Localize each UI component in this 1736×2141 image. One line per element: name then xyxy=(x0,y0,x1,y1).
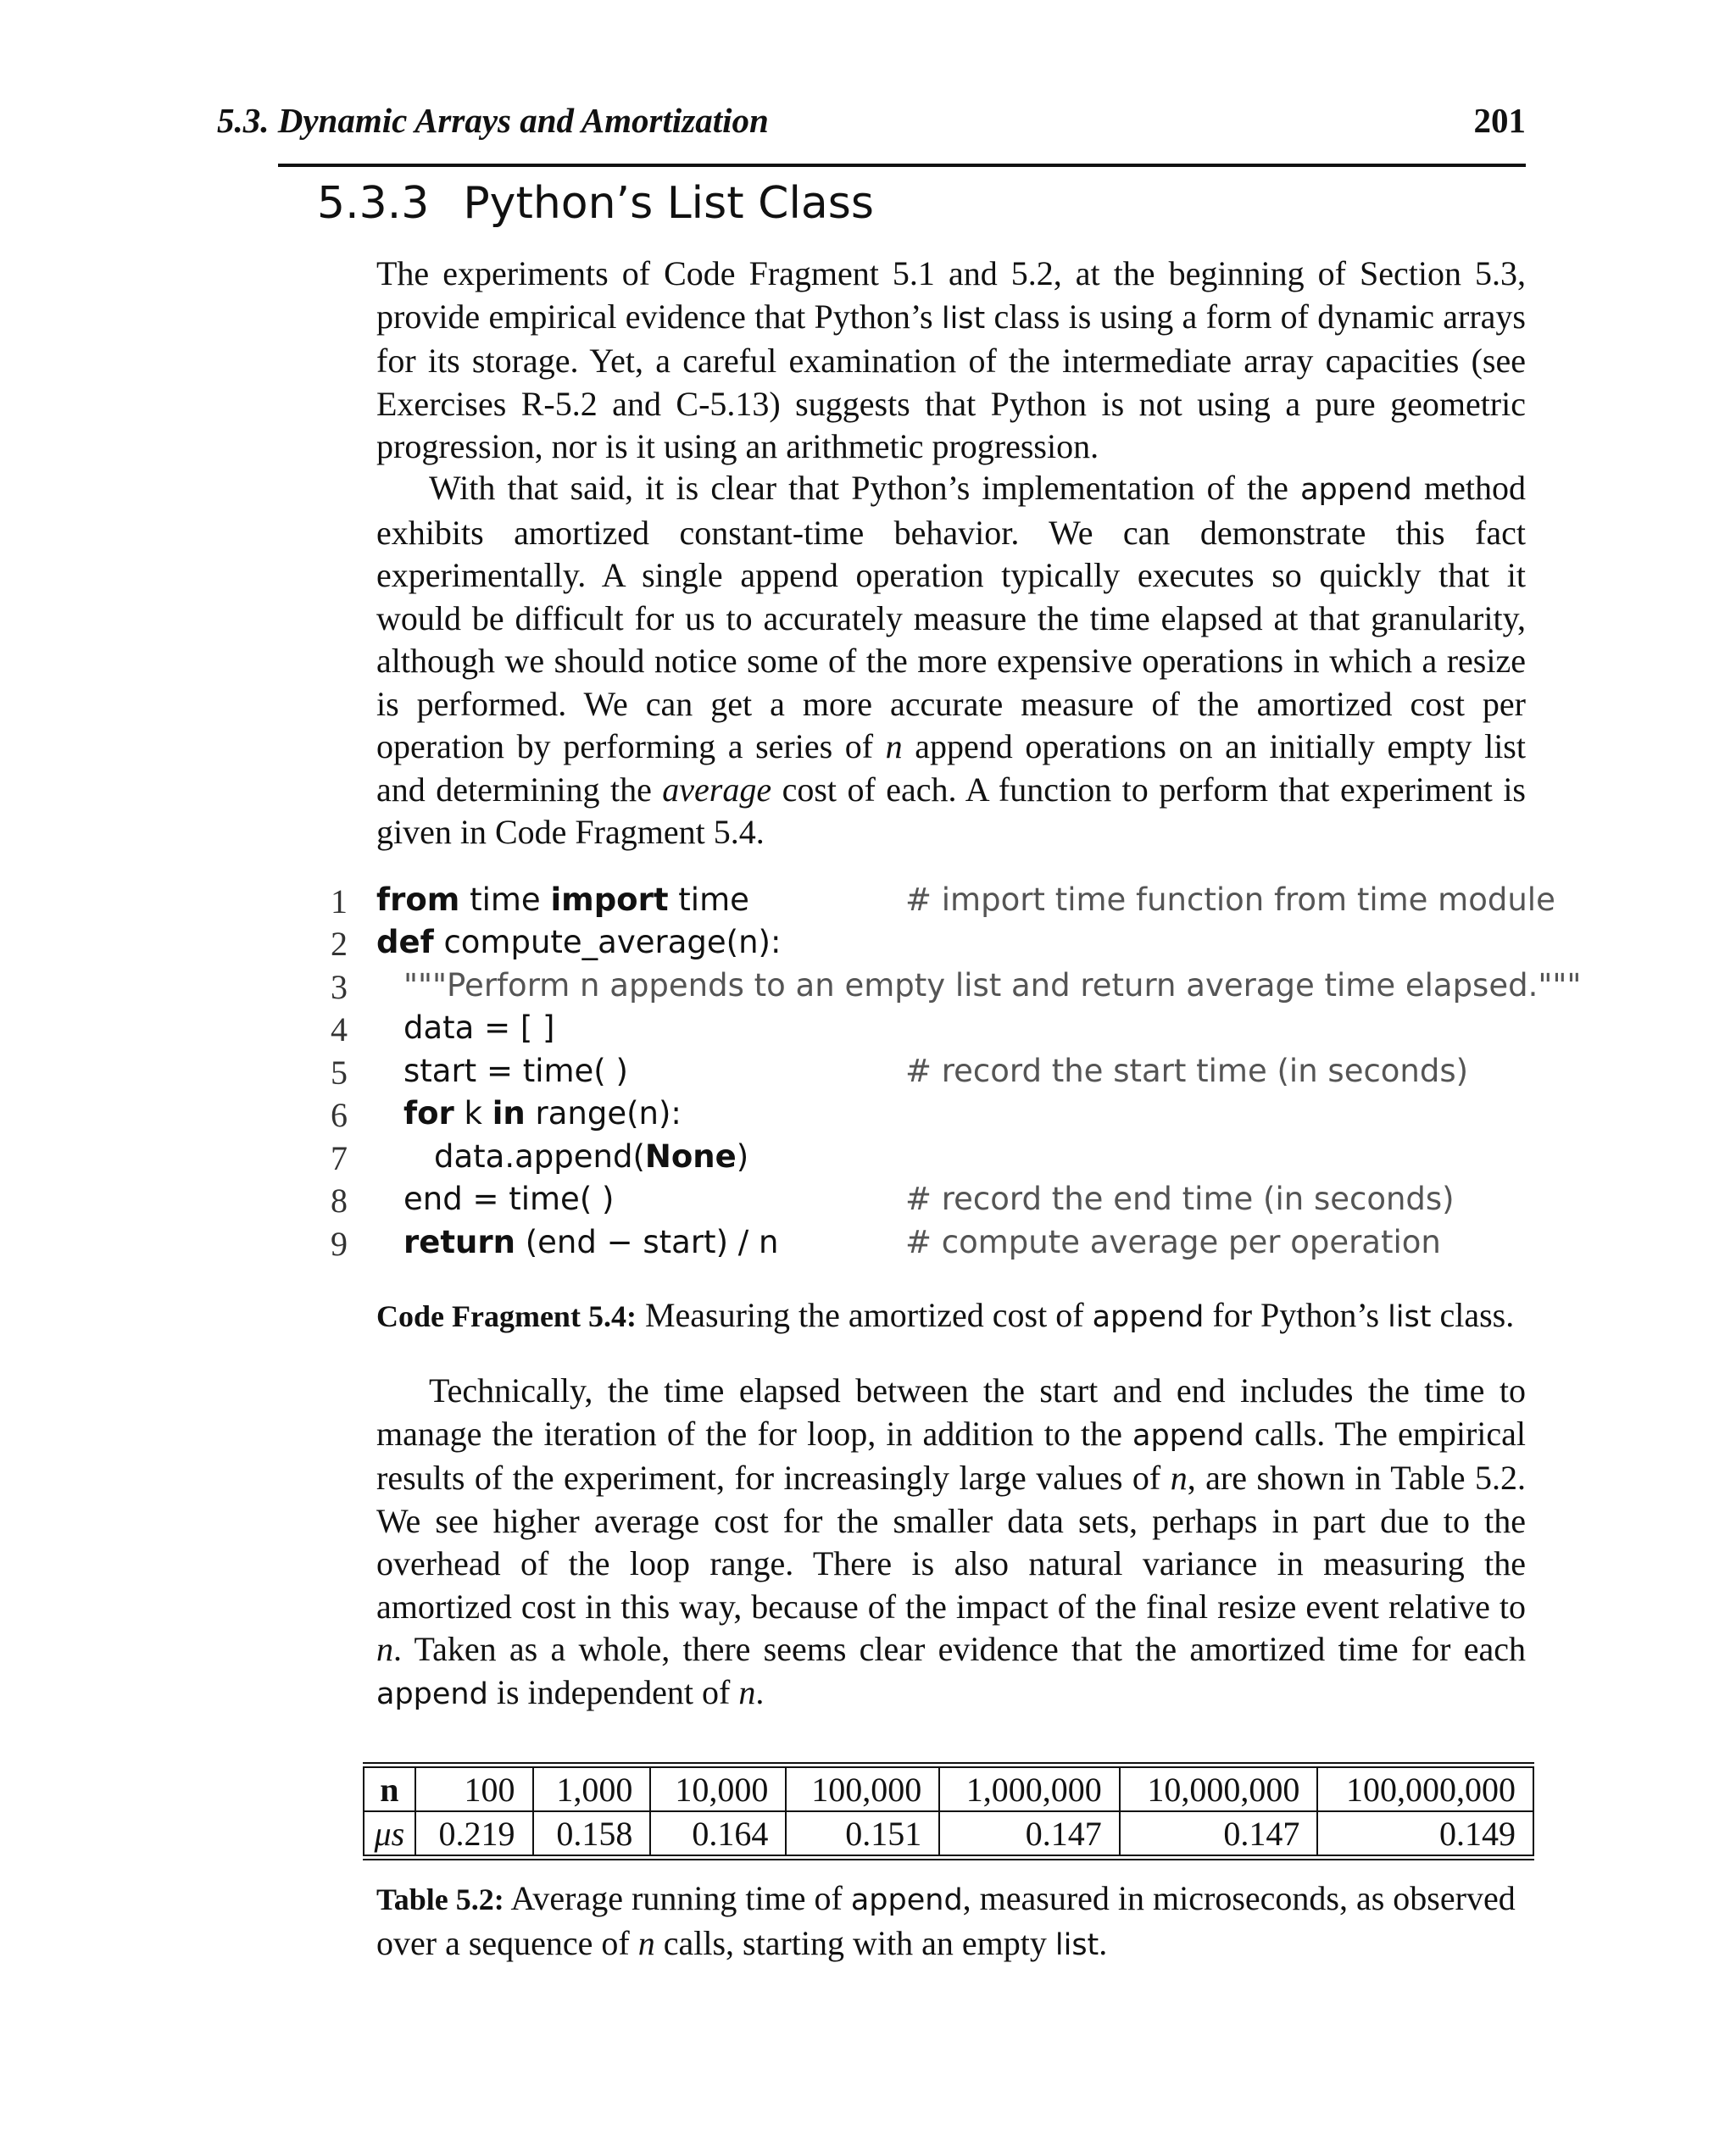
code-line xyxy=(0,967,1736,1009)
keyword: None xyxy=(644,1138,737,1175)
text: , are shown in Table 5.2. We see higher average cost for the smaller data sets, perhaps in part due to the overhead of the loop range. There is also natural variance in measuring the amortized cost in this way, because of the impact of the final resize event relative to xyxy=(376,1459,1526,1626)
inline-code: list xyxy=(941,301,986,336)
line-number: 8 xyxy=(331,1182,348,1220)
table-cell: 100,000,000 xyxy=(1317,1768,1533,1811)
table-cell: 1,000 xyxy=(533,1768,651,1811)
code-text: ) xyxy=(736,1138,749,1175)
inline-code: list xyxy=(1054,1927,1099,1962)
code-text: compute_average(n): xyxy=(433,924,782,960)
table-bottom-rule xyxy=(363,1855,1534,1860)
code-text: end = time( ) xyxy=(403,1181,615,1217)
caption-label: Table 5.2: xyxy=(376,1882,504,1916)
code-line xyxy=(0,1224,1736,1266)
docstring: """Perform n appends to an empty list and return average time elapsed.""" xyxy=(403,967,1582,1004)
table-cell: 0.164 xyxy=(650,1811,786,1855)
code-line xyxy=(0,881,1736,924)
code-fragment xyxy=(0,881,1736,1271)
section-number: 5.3.3 xyxy=(317,178,430,229)
keyword: in xyxy=(492,1095,526,1132)
line-number: 3 xyxy=(331,968,348,1006)
text: . xyxy=(755,1672,765,1711)
results-table xyxy=(363,1762,1534,1860)
code-text: k xyxy=(453,1095,492,1132)
code-comment: # record the start time (in seconds) xyxy=(905,1053,1469,1089)
code-comment: # import time function from time module xyxy=(905,881,1555,918)
text: append operations on an initially empty list and determining the xyxy=(376,727,1526,809)
table-cell: 10,000 xyxy=(650,1768,786,1811)
table-row-n xyxy=(364,1768,1533,1811)
text: calls. The empirical results of the experiment, for increasingly large values of xyxy=(376,1414,1526,1497)
text: cost of each. A function to perform that experiment is given in Code Fragment 5.4. xyxy=(376,770,1527,851)
running-head-title: 5.3. Dynamic Arrays and Amortization xyxy=(217,101,769,140)
table-cell: 0.147 xyxy=(939,1811,1120,1855)
keyword: import xyxy=(550,881,669,918)
caption-label: Code Fragment 5.4: xyxy=(376,1299,637,1333)
section-title: Python’s List Class xyxy=(463,178,874,229)
text: . xyxy=(1099,1923,1108,1962)
table-cell: 100 xyxy=(415,1768,533,1811)
code-text: data = [ ] xyxy=(403,1009,555,1046)
code-comment: # compute average per operation xyxy=(905,1224,1441,1260)
paragraph-3 xyxy=(376,1370,1526,1716)
paragraph-1 xyxy=(376,253,1526,469)
text: The experiments of Code Fragment 5.1 and 5.2, at the beginning of Section 5.3, provide empirical evidence that Python’s xyxy=(376,254,1526,336)
running-head xyxy=(217,100,1526,151)
text: for Python’s xyxy=(1204,1296,1388,1334)
inline-code: append xyxy=(1300,473,1412,507)
math-var: n xyxy=(885,727,903,765)
text: class is using a form of dynamic arrays for its storage. Yet, a careful examination of the intermediate array capacities (see Exercises R-5.2 and C-5.13) suggests that Python is not using a pure geometric progression, nor is it using an arithmetic progression. xyxy=(376,297,1526,465)
code-line xyxy=(0,1053,1736,1095)
text: Measuring the amortized cost of xyxy=(636,1296,1093,1334)
header-rule xyxy=(278,164,1526,167)
inline-code: append xyxy=(376,1677,488,1711)
math-var: n xyxy=(1170,1459,1188,1497)
code-line xyxy=(0,1181,1736,1223)
paragraph-2 xyxy=(376,467,1526,854)
text: calls, starting with an empty xyxy=(654,1923,1055,1962)
line-number: 7 xyxy=(331,1139,348,1177)
math-var: n xyxy=(376,1630,393,1668)
math-var: n xyxy=(738,1672,756,1711)
keyword: from xyxy=(376,881,460,918)
code-text: (end − start) / n xyxy=(515,1224,779,1260)
keyword: return xyxy=(403,1224,515,1260)
line-number: 5 xyxy=(331,1054,348,1092)
text: Average running time of xyxy=(504,1879,851,1917)
table-cell: 0.147 xyxy=(1120,1811,1318,1855)
table-caption xyxy=(376,1877,1526,1966)
table-cell: 0.219 xyxy=(415,1811,533,1855)
code-line xyxy=(0,1009,1736,1052)
code-text: time xyxy=(668,881,749,918)
text: . Taken as a whole, there seems clear evidence that the amortized time for each xyxy=(393,1630,1526,1668)
code-fragment-caption xyxy=(376,1294,1526,1339)
table-cell: 0.149 xyxy=(1317,1811,1533,1855)
line-number: 6 xyxy=(331,1096,348,1134)
table-cell: 10,000,000 xyxy=(1120,1768,1318,1811)
code-comment: # record the end time (in seconds) xyxy=(905,1181,1455,1217)
code-text: data.append( xyxy=(434,1138,645,1175)
inline-code: append xyxy=(850,1883,963,1917)
emphasis: average xyxy=(662,770,772,809)
keyword: def xyxy=(376,924,434,960)
inline-code: append xyxy=(1132,1418,1244,1453)
text: With that said, it is clear that Python’s implementation of the xyxy=(429,469,1301,507)
page-number: 201 xyxy=(1473,101,1526,140)
code-text: range(n): xyxy=(525,1095,682,1132)
line-number: 2 xyxy=(331,925,348,963)
keyword: for xyxy=(403,1095,454,1132)
row-header: μs xyxy=(364,1811,415,1855)
table-cell: 0.151 xyxy=(786,1811,939,1855)
inline-code: append xyxy=(1092,1300,1205,1334)
text: Technically, the time elapsed between the start and end includes the time to manage the iteration of the for loop, in addition to the xyxy=(376,1371,1526,1453)
code-line xyxy=(0,924,1736,966)
code-line xyxy=(0,1138,1736,1181)
code-text: start = time( ) xyxy=(403,1053,628,1089)
line-number: 1 xyxy=(331,882,348,920)
line-number: 9 xyxy=(331,1225,348,1263)
inline-code: list xyxy=(1388,1300,1432,1334)
table-top-rule xyxy=(363,1762,1534,1768)
text: class. xyxy=(1431,1296,1515,1334)
table-cell: 100,000 xyxy=(786,1768,939,1811)
table-cell: 0.158 xyxy=(533,1811,651,1855)
table-row-us xyxy=(364,1811,1533,1855)
text: is independent of xyxy=(487,1672,739,1711)
table-cell: 1,000,000 xyxy=(939,1768,1120,1811)
code-line xyxy=(0,1095,1736,1137)
code-text: time xyxy=(459,881,551,918)
text: method exhibits amortized constant-time behavior. We can demonstrate this fact experimentally. A single append operation typically executes so quickly that it would be difficult for us to accurately measure the time elapsed at that granularity, although we should notice some of the more expensive operations in which a resize is performed. We can get a more accurate measure of the amortized cost per operation by performing a series of xyxy=(376,469,1526,765)
math-var: n xyxy=(637,1923,655,1962)
row-header: n xyxy=(364,1768,415,1811)
section-heading xyxy=(317,178,874,229)
line-number: 4 xyxy=(331,1010,348,1048)
text: , measured in microseconds, as observed over a sequence of xyxy=(376,1879,1516,1962)
